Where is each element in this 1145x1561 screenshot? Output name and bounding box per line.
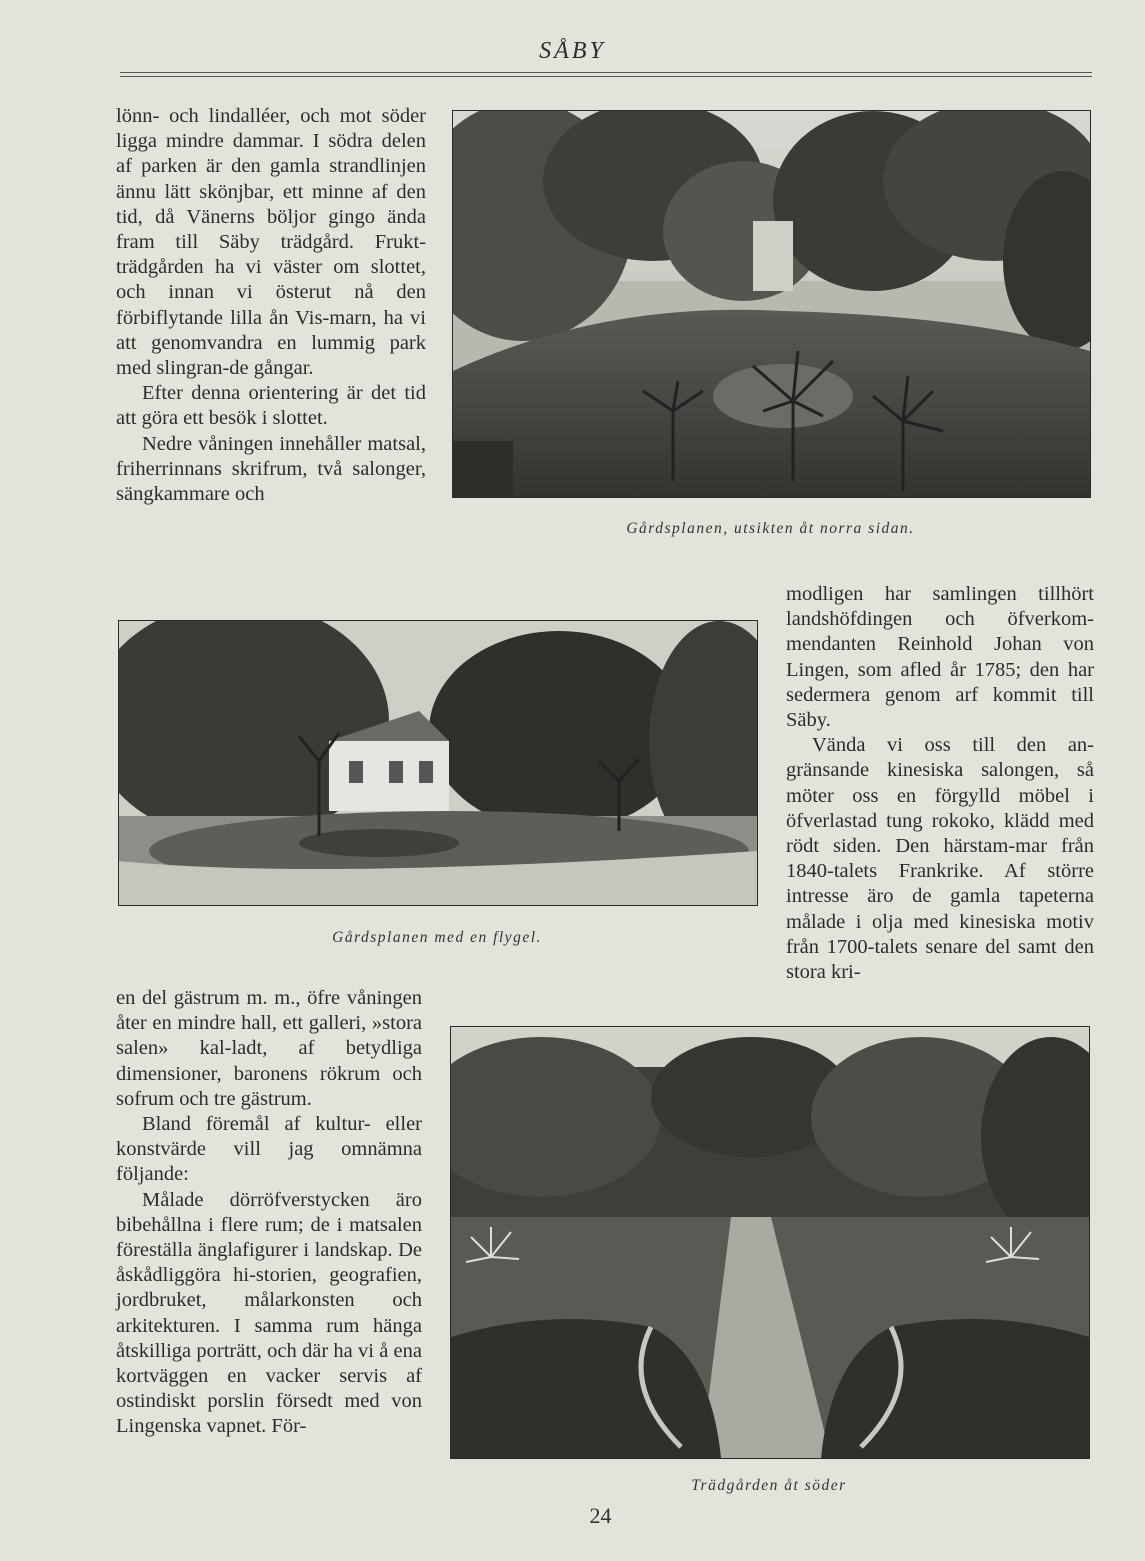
text-column-top-left bbox=[116, 104, 426, 507]
running-header: SÅBY bbox=[539, 38, 606, 64]
text-column-bottom-left bbox=[116, 986, 422, 1440]
paragraph: Vända vi oss till den an-gränsande kinesiska salongen, så möter oss en förgylld möbel i öfverlastad tung rokoko, klädd med rödt siden. Den härstam-mar från 1840-talets Frankrike. Af större intresse äro de gamla tapeterna målade i olja med kinesiska motiv från 1700-talets senare del samt den stora kri- bbox=[786, 734, 1094, 984]
page-number: 24 bbox=[589, 1503, 612, 1528]
paragraph: Efter denna orientering är det tid att göra ett besök i slottet. bbox=[116, 382, 426, 430]
paragraph: Målade dörröfverstycken äro bibehållna i flere rum; de i matsalen föreställa änglafigurer i landskap. De åskådliggöra hi-storien, geografien, jordbruket, målarkonsten och arkitekturen. I samma rum hänga åtskilliga porträtt, och där ha vi å ena kortväggen en vacker servis af ostindiskt porslin försedt med von Lingenska vapnet. För- bbox=[116, 1188, 422, 1438]
photo-courtyard-wing bbox=[118, 620, 758, 906]
paragraph: Nedre våningen innehåller matsal, friherrinnans skrifrum, två salonger, sängkammare och bbox=[116, 432, 426, 506]
photo-courtyard-north bbox=[452, 110, 1091, 498]
photo-caption: Gårdsplanen med en flygel. bbox=[332, 929, 542, 946]
courtyard-north-image bbox=[453, 111, 1090, 497]
header-rule-2 bbox=[120, 76, 1092, 77]
header-rule bbox=[120, 72, 1092, 73]
garden-south-image bbox=[451, 1027, 1089, 1458]
photo-garden-south bbox=[450, 1026, 1090, 1459]
paragraph: modligen har samlingen tillhört landshöfdingen och öfverkom-mendanten Reinhold Johan von Lingen, som afled år 1785; den har sedermera genom arf kommit till Säby. bbox=[786, 583, 1094, 732]
paragraph: Bland föremål af kultur- eller konstvärde vill jag omnämna följande: bbox=[116, 1113, 422, 1186]
courtyard-wing-image bbox=[119, 621, 757, 905]
paragraph: lönn- och lindalléer, och mot söder ligga mindre dammar. I södra delen af parken är den gamla strandlinjen ännu lätt skönjbar, ett minne af den tid, då Vänerns böljor gingo ända fram till Säby trädgård. Frukt-trädgården ha vi väster om slottet, och innan vi österut nå den förbiflytande lilla ån Vis-marn, ha vi att genomvandra en lummig park med slingran-de gångar. bbox=[116, 105, 426, 380]
paragraph: en del gästrum m. m., öfre våningen åter en mindre hall, ett galleri, »stora salen» kal-ladt, af betydliga dimensioner, baronens rökrum och sofrum och tre gästrum. bbox=[116, 987, 422, 1110]
text-column-mid-right bbox=[786, 582, 1094, 985]
photo-caption: Gårdsplanen, utsikten åt norra sidan. bbox=[626, 520, 915, 537]
photo-caption: Trädgården åt söder bbox=[691, 1477, 847, 1494]
